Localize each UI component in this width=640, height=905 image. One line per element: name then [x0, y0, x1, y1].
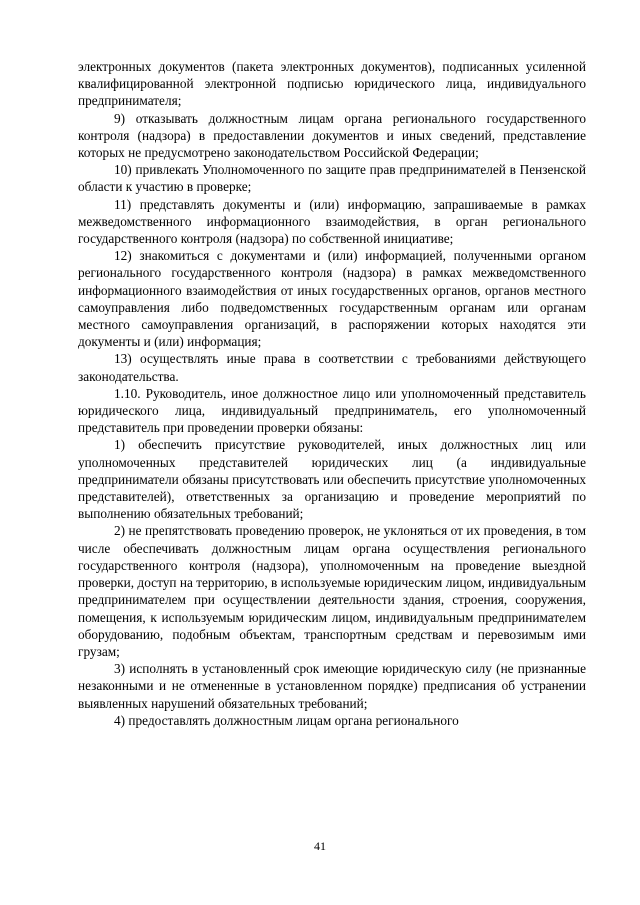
paragraph-duty-1: 1) обеспечить присутствие руководителей, иных должностных лиц или уполномоченных представителей юридических лиц (а индивидуальные предприниматели обязаны присутствовать или обеспечить присутствие уполномоченных представителей), ответственных за организацию и проведение мероприятий по выполнению обязательных требований;: [78, 437, 586, 522]
page-number: 41: [314, 839, 326, 853]
paragraph-item-11: 11) представлять документы и (или) информацию, запрашиваемые в рамках межведомственного информационного взаимодействия, в орган регионального государственного контроля (надзора) по собственной инициативе;: [78, 196, 586, 247]
document-body: [78, 58, 586, 729]
paragraph-item-13: 13) осуществлять иные права в соответствии с требованиями действующего законодательства.: [78, 351, 586, 384]
paragraph-item-9: 9) отказывать должностным лицам органа регионального государственного контроля (надзора) в предоставлении документов и иных сведений, представление которых не предусмотрено законодательством Российской Федерации;: [78, 110, 586, 161]
paragraph-duty-4: 4) предоставлять должностным лицам органа регионального: [114, 712, 459, 728]
paragraph-item-12: 12) знакомиться с документами и (или) информацией, полученными органом регионального государственного контроля (надзора) в рамках межведомственного информационного взаимодействия от иных государственных органов, органов местного самоуправления либо подведомственных государственным органам или органам местного самоуправления организаций, в распоряжении которых находятся эти документы и (или) информация;: [78, 248, 586, 350]
paragraph-continuation: электронных документов (пакета электронных документов), подписанных усиленной квалифицированной электронной подписью юридического лица, индивидуального предпринимателя;: [78, 59, 586, 109]
paragraph-duty-2: 2) не препятствовать проведению проверок, не уклоняться от их проведения, в том числе обеспечивать должностным лицам органа осуществления регионального государственного контроля (надзора), уполномоченным на проведение выездной проверки, доступ на территорию, в используемые юридическим лицом, индивидуальным предпринимателем при осуществлении деятельности здания, строения, сооружения, помещения, к используемым юридическим лицом, индивидуальным предпринимателем оборудованию, подобным объектам, транспортным средствам и перевозимым ими грузам;: [78, 523, 586, 659]
paragraph-item-10: 10) привлекать Уполномоченного по защите прав предпринимателей в Пензенской области к участию в проверке;: [78, 162, 586, 195]
paragraph-section-1-10: 1.10. Руководитель, иное должностное лицо или уполномоченный представитель юридического лица, индивидуальный предприниматель, его уполномоченный представитель при проведении проверки обязаны:: [78, 385, 586, 436]
paragraph-duty-3: 3) исполнять в установленный срок имеющие юридическую силу (не признанные незаконными и не отмененные в установленном порядке) предписания об устранении выявленных нарушений обязательных требований;: [78, 661, 586, 711]
